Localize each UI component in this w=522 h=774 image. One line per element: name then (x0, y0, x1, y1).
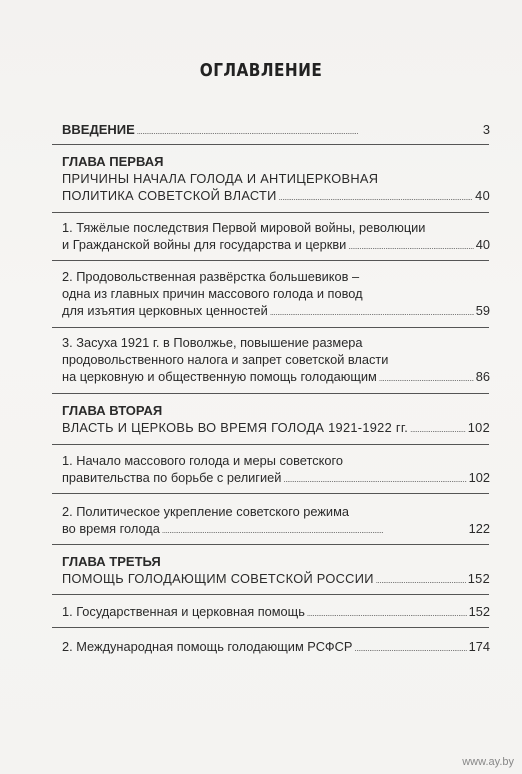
divider (52, 144, 489, 145)
section-line: во время голода (62, 521, 160, 536)
page-number: 59 (475, 303, 490, 318)
chapter-heading: ГЛАВА ВТОРАЯ (62, 403, 163, 418)
divider (52, 627, 489, 628)
divider (52, 444, 489, 445)
dot-leader (376, 570, 466, 589)
dot-leader (410, 419, 466, 438)
toc-entry-1-3[interactable] (62, 334, 490, 387)
dot-leader (162, 520, 467, 539)
section-line: на церковную и общественную помощь голодающим (62, 369, 377, 384)
page-number: 152 (468, 604, 490, 619)
chapter-3-heading[interactable] (62, 553, 490, 589)
section-line: 3. Засуха 1921 г. в Поволжье, повышение размера (62, 335, 363, 350)
chapter-2-heading[interactable] (62, 402, 490, 438)
dot-leader (270, 302, 474, 321)
dot-leader (379, 368, 474, 387)
section-line: продовольственного налога и запрет советской власти (62, 352, 389, 367)
section-line: правительства по борьбе с религией (62, 470, 282, 485)
section-line: 2. Политическое укрепление советского режима (62, 504, 349, 519)
page-number: 40 (475, 237, 490, 252)
toc-entry-2-1[interactable] (62, 452, 490, 488)
dot-leader (137, 121, 481, 140)
section-line: 1. Начало массового голода и меры советского (62, 453, 343, 468)
chapter-title-line: ПОЛИТИКА СОВЕТСКОЙ ВЛАСТИ (62, 188, 277, 203)
page-number: 152 (467, 571, 490, 586)
toc-entry-label: ВВЕДЕНИЕ (62, 122, 135, 137)
page-number: 86 (475, 369, 490, 384)
dot-leader (307, 603, 467, 622)
toc-entry-1-1[interactable] (62, 219, 490, 255)
toc-entry-2-2[interactable] (62, 503, 490, 539)
section-line: и Гражданской войны для государства и церкви (62, 237, 347, 252)
chapter-heading: ГЛАВА ПЕРВАЯ (62, 154, 164, 169)
page-number: 122 (468, 521, 490, 536)
divider (52, 212, 489, 213)
section-line: одна из главных причин массового голода и повод (62, 286, 363, 301)
dot-leader (354, 638, 466, 657)
toc-entry-3-2[interactable] (62, 638, 490, 657)
page-number: 174 (468, 639, 490, 654)
section-line: 1. Государственная и церковная помощь (62, 604, 305, 619)
chapter-heading: ГЛАВА ТРЕТЬЯ (62, 554, 161, 569)
dot-leader (279, 187, 474, 206)
toc-entry-3-1[interactable] (62, 603, 490, 622)
divider (52, 260, 489, 261)
page-number: 3 (482, 122, 490, 137)
page-number: 40 (475, 188, 490, 203)
toc-entry-1-2[interactable] (62, 268, 490, 321)
divider (52, 393, 489, 394)
dot-leader (348, 236, 473, 255)
divider (52, 327, 489, 328)
chapter-title-line: ПОМОЩЬ ГОЛОДАЮЩИМ СОВЕТСКОЙ РОССИИ (62, 571, 374, 586)
divider (52, 544, 489, 545)
page-number: 102 (467, 420, 490, 435)
divider (52, 493, 489, 494)
page-title: ОГЛАВЛЕНИЕ (199, 60, 323, 81)
dot-leader (283, 469, 466, 488)
section-line: 2. Продовольственная развёрстка большевиков – (62, 269, 360, 284)
chapter-1-heading[interactable] (62, 153, 490, 206)
divider (52, 594, 489, 595)
chapter-title-line: ВЛАСТЬ И ЦЕРКОВЬ ВО ВРЕМЯ ГОЛОДА 1921-1922 гг. (62, 420, 409, 435)
chapter-title-line: ПРИЧИНЫ НАЧАЛА ГОЛОДА И АНТИЦЕРКОВНАЯ (62, 171, 379, 186)
toc-entry-intro[interactable] (62, 121, 490, 140)
section-line: для изъятия церковных ценностей (62, 303, 268, 318)
page-number: 102 (468, 470, 490, 485)
section-line: 2. Международная помощь голодающим РСФСР (62, 639, 353, 654)
watermark: www.ay.by (462, 756, 514, 768)
section-line: 1. Тяжёлые последствия Первой мировой войны, революции (62, 220, 426, 235)
